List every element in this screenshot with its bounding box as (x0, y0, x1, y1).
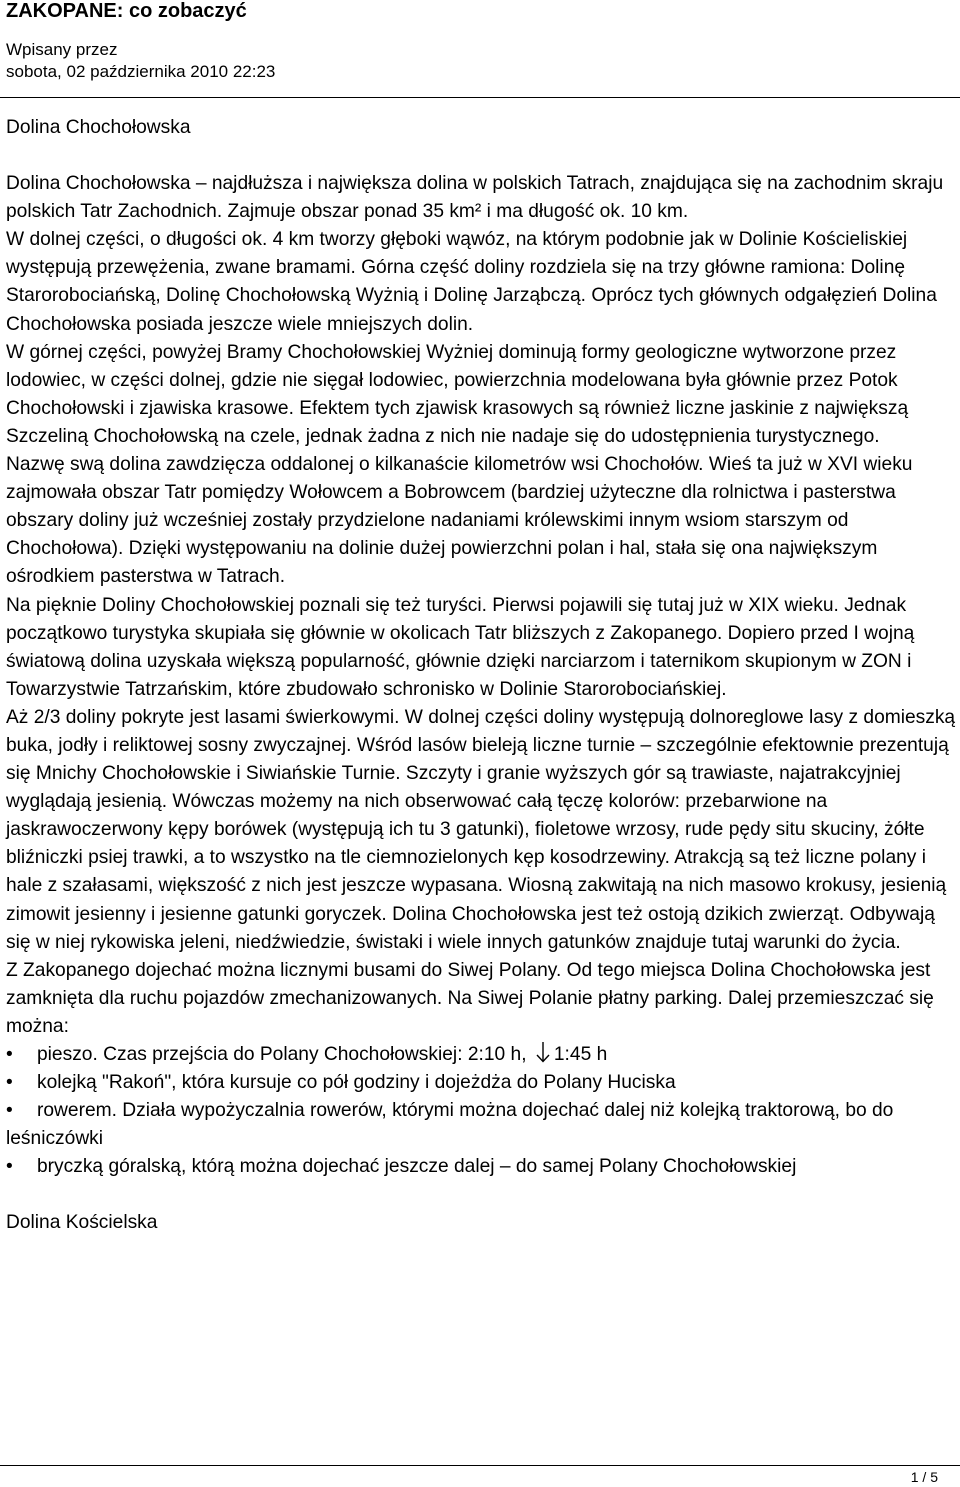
paragraph: W dolnej części, o długości ok. 4 km tworzy głęboki wąwóz, na którym podobnie jak w Dolinie Kościeliskiej występują przewężenia, zwane bramami. Górna część doliny rozdziela się na trzy główne ramiona: Dolinę Starorobociańską, Dolinę Chochołowską Wyżnią i Dolinę Jarząbczą. Oprócz tych głównych odgałęzień Dolina Chochołowska posiada jeszcze wiele mniejszych dolin. (6, 229, 937, 335)
section-title-koscielska: Dolina Kościelska (6, 1212, 158, 1234)
list-item-text: kolejką "Rakoń", która kursuje co pół godziny i dojeżdża do Polany Huciska (37, 1072, 676, 1094)
list-item-text: pieszo. Czas przejścia do Polany Chochołowskiej: 2:10 h, (37, 1044, 527, 1065)
paragraph: Nazwę swą dolina zawdzięcza oddalonej o kilkanaście kilometrów wsi Chochołów. Wieś ta już w XVI wieku zajmowała obszar Tatr pomiędzy Wołowcem a Bobrowcem (bardziej użyteczne dla rolnictwa i pasterstwa obszary doliny już wcześniej zostały przydzielone nadaniami królewskimi innym wsiom starszym od Chochołowa). Dzięki występowaniu na dolinie dużej powierzchni polan i hal, stała się ona największym ośrodkiem pasterstwa w Tatrach. (6, 454, 913, 588)
publish-date: sobota, 02 października 2010 22:23 (6, 62, 276, 81)
document-header (6, 0, 956, 83)
list-item-text: rowerem. Działa wypożyczalnia rowerów, którymi można dojechać dalej niż kolejką traktorową, bo do leśniczówki (6, 1100, 894, 1150)
list-item-text-after-arrow: 1:45 h (553, 1044, 608, 1065)
down-arrow-icon (534, 1041, 552, 1063)
article-meta (6, 39, 956, 83)
article-body (6, 114, 956, 1238)
bullet: • (6, 1156, 13, 1178)
list-item (6, 1041, 956, 1069)
list-item (6, 1097, 956, 1153)
transport-list (6, 1041, 956, 1181)
paragraph: Z Zakopanego dojechać można licznymi busami do Siwej Polany. Od tego miejsca Dolina Chochołowska jest zamknięta dla ruchu pojazdów zmechanizowanych. Na Siwej Polanie płatny parking. Dalej przemieszczać się można: (6, 959, 934, 1037)
bullet: • (6, 1072, 13, 1094)
author-label: Wpisany przez (6, 40, 118, 59)
list-item (6, 1153, 956, 1181)
bullet: • (6, 1044, 13, 1065)
page-number: 1 / 5 (910, 1469, 938, 1485)
paragraph: Na pięknie Doliny Chochołowskiej poznali się też turyści. Pierwsi pojawili się tutaj już w XIX wieku. Jednak początkowo turystyka skupiała się głównie w okolicach Tatr bliższych z Zakopanego. Dopiero przed I wojną światową dolina uzyskała większą popularność, głównie dzięki narciarzom i taternikom skupionym w ZON i Towarzystwie Tatrzańskim, które zbudowało schronisko w Dolinie Starorobociańskiej. (6, 594, 915, 700)
header-divider (0, 97, 960, 98)
spacer (6, 1181, 956, 1209)
list-item (6, 1069, 956, 1097)
section-title-chocholowska: Dolina Chochołowska (6, 117, 191, 138)
list-item-text: bryczką góralską, którą można dojechać jeszcze dalej – do samej Polany Chochołowskiej (37, 1156, 797, 1178)
footer-divider (0, 1465, 960, 1466)
document-title: ZAKOPANE: co zobaczyć (6, 0, 247, 22)
paragraph: W górnej części, powyżej Bramy Chochołowskiej Wyżniej dominują formy geologiczne wytworzone przez lodowiec, w części dolnej, gdzie nie sięgał lodowiec, powierzchnia modelowana była głównie przez Potok Chochołowski i zjawiska krasowe. Efektem tych zjawisk krasowych są również liczne jaskinie z największą Szczeliną Chochołowską na czele, jednak żadna z nich nie nadaje się do udostępnienia turystycznego. (6, 341, 909, 447)
bullet: • (6, 1100, 13, 1122)
spacer (6, 142, 956, 170)
paragraph: Aż 2/3 doliny pokryte jest lasami świerkowymi. W dolnej części doliny występują dolnoreglowe lasy z domieszką buka, jodły i reliktowej sosny zwyczajnej. Wśród lasów bieleją liczne turnie – szczególnie efektownie prezentują się Mnichy Chochołowskie i Siwiańskie Turnie. Szczyty i granie wyższych gór są trawiaste, najatrakcyjniej wyglądają jesienią. Wówczas możemy na nich obserwować całą tęczę kolorów: przebarwione na jaskrawoczerwony kępy borówek (występują ich tu 3 gatunki), fioletowe wrzosy, rude pędy situ skuciny, żółte bliźniczki psiej trawki, a to wszystko na tle ciemnozielonych kęp kosodrzewiny. Atrakcją są też liczne polany i hale z szałasami, większość z nich jest jeszcze wypasana. Wiosną zakwitają na nich masowo krokusy, jesienią zimowit jesienny i jesienne gatunki goryczek. Dolina Chochołowska jest też ostoją dzikich zwierząt. Odbywają się w niej rykowiska jeleni, niedźwiedzie, świstaki i wiele innych gatunków znajduje tutaj warunki do życia. (6, 706, 956, 953)
paragraph: Dolina Chochołowska – najdłuższa i największa dolina w polskich Tatrach, znajdująca się na zachodnim skraju polskich Tatr Zachodnich. Zajmuje obszar ponad 35 km² i ma długość ok. 10 km. (6, 173, 944, 223)
